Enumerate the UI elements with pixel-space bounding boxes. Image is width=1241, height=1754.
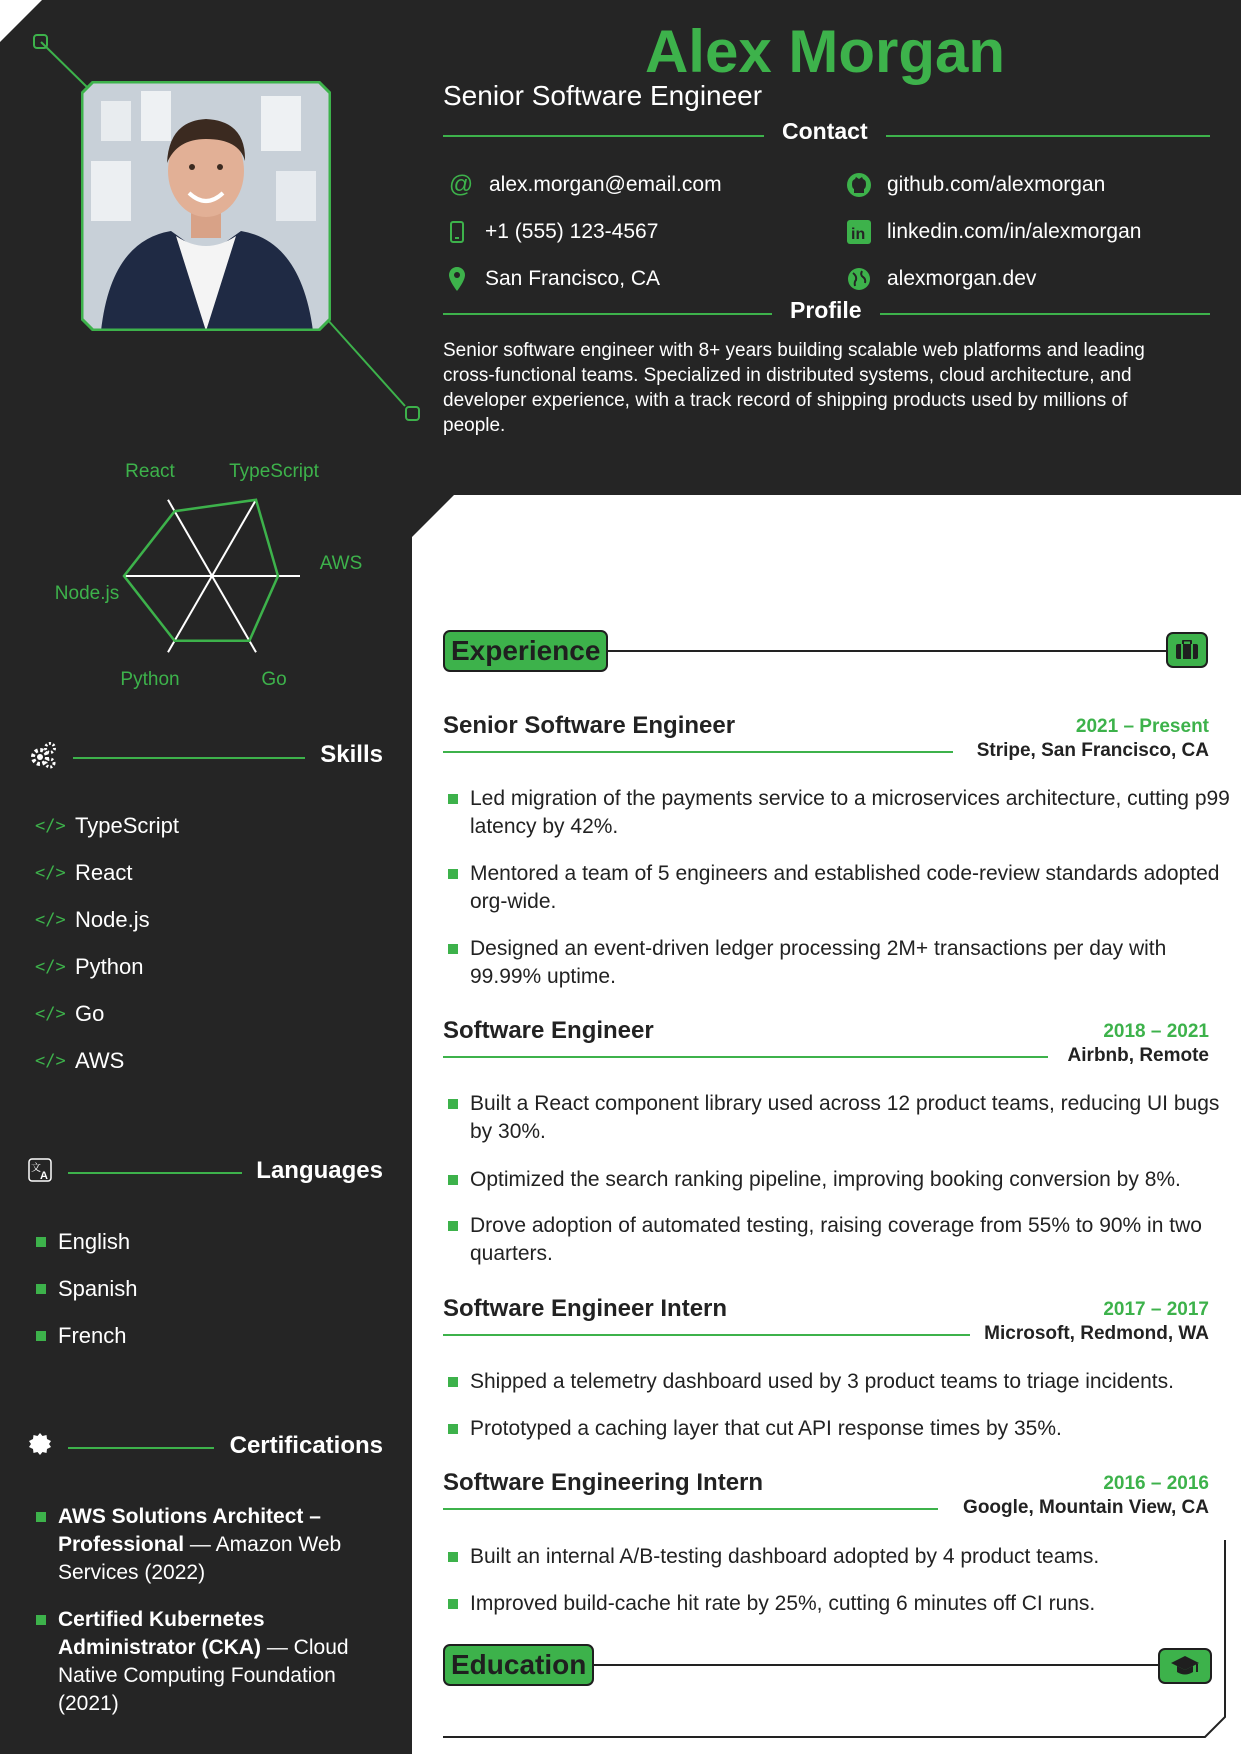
- job-company: Google, Mountain View, CA: [949, 1497, 1209, 1519]
- profile-photo: [81, 81, 331, 331]
- job-bullet: Built an internal A/B-testing dashboard adopted by 4 product teams.: [448, 1543, 1232, 1571]
- badge-icon: [28, 1432, 52, 1461]
- candidate-name: Alex Morgan: [644, 18, 1006, 85]
- language-item: Spanish: [36, 1274, 138, 1304]
- radar-series: [124, 500, 278, 641]
- education-rule: [560, 1664, 1170, 1666]
- phone-text: +1 (555) 123-4567: [485, 220, 659, 243]
- job-company: Airbnb, Remote: [1054, 1045, 1209, 1067]
- job-dates: 2017 – 2017: [1103, 1299, 1209, 1320]
- translate-icon: [28, 1158, 52, 1187]
- linkedin-icon: [845, 218, 873, 246]
- code-icon: </>: [35, 1051, 66, 1071]
- skill-item: </> TypeScript: [35, 813, 179, 838]
- skill-item: </> React: [35, 860, 133, 885]
- job-bullet: Optimized the search ranking pipeline, improving booking conversion by 8%.: [448, 1166, 1232, 1194]
- svg-text:文: 文: [31, 1163, 41, 1174]
- code-icon: </>: [35, 1004, 66, 1024]
- job-rule: [443, 751, 953, 753]
- cert-name: AWS Solutions Architect – Professional: [58, 1505, 321, 1556]
- profile-summary: Senior software engineer with 8+ years building scalable web platforms and leading cross-functional teams. Specialized in distributed systems, cloud architecture, and developer experience, with a track record of shipping products used by millions of people.: [443, 340, 1145, 436]
- skills-rule: [73, 757, 305, 759]
- phone-icon: [443, 218, 471, 246]
- job-title: Software Engineer Intern: [443, 1295, 728, 1322]
- certification-item: [36, 1606, 392, 1718]
- code-icon: </>: [35, 910, 66, 930]
- skill-item: </> Go: [35, 1001, 105, 1026]
- job-bullet: Mentored a team of 5 engineers and established code-review standards adopted org-wide.: [448, 860, 1232, 916]
- job-subtitle: Senior Software Engineer: [443, 80, 763, 111]
- job-company: Stripe, San Francisco, CA: [963, 740, 1209, 762]
- job-bullet: Drove adoption of automated testing, raising coverage from 55% to 90% in two quarters.: [448, 1212, 1232, 1268]
- skill-item: </> Python: [35, 954, 144, 979]
- github-icon: [845, 171, 873, 199]
- contact-email[interactable]: [447, 171, 722, 199]
- skill-item: </> AWS: [35, 1048, 125, 1073]
- graduation-cap-icon: [1158, 1648, 1212, 1684]
- map-pin-icon: [443, 265, 471, 293]
- contact-linkedin[interactable]: [845, 218, 1141, 246]
- radar-label: Node.js: [54, 583, 120, 605]
- job-title: Software Engineer: [443, 1017, 654, 1044]
- skills-radar-chart: [0, 440, 412, 700]
- radar-label: Go: [261, 669, 287, 691]
- radar-label: AWS: [319, 553, 363, 575]
- experience-heading: Experience: [443, 630, 608, 672]
- job-bullet: Built a React component library used across 12 product teams, reducing UI bugs by 30%.: [448, 1090, 1232, 1146]
- radar-label: Python: [120, 669, 180, 691]
- job-company: Microsoft, Redmond, WA: [970, 1323, 1209, 1345]
- job-bullet: Led migration of the payments service to a microservices architecture, cutting p99 latency by 42%.: [448, 785, 1232, 841]
- radar-label: React: [125, 461, 175, 483]
- code-icon: </>: [35, 957, 66, 977]
- linkedin-text: linkedin.com/in/alexmorgan: [887, 220, 1142, 243]
- at-icon: @: [448, 171, 474, 198]
- job-rule: [443, 1056, 1048, 1058]
- code-icon: </>: [35, 863, 66, 883]
- website-text: alexmorgan.dev: [887, 267, 1037, 290]
- education-heading: Education: [443, 1644, 594, 1686]
- job-bullet: Shipped a telemetry dashboard used by 3 product teams to triage incidents.: [448, 1368, 1232, 1396]
- certifications-rule: [68, 1447, 214, 1449]
- contact-location: [443, 265, 660, 293]
- certifications-heading: Certifications: [229, 1432, 383, 1459]
- languages-heading: Languages: [256, 1157, 383, 1184]
- cert-detail: — Amazon Web Services (2022): [58, 1533, 342, 1584]
- github-text: github.com/alexmorgan: [887, 173, 1106, 196]
- svg-text:A: A: [40, 1170, 48, 1182]
- job-rule: [443, 1334, 973, 1336]
- contact-github[interactable]: [845, 171, 1105, 199]
- languages-rule: [68, 1172, 242, 1174]
- radar-label: TypeScript: [229, 461, 319, 483]
- contact-phone[interactable]: [443, 218, 658, 246]
- contact-website[interactable]: [845, 265, 1036, 293]
- globe-icon: [845, 265, 873, 293]
- contact-heading: Contact: [764, 118, 886, 145]
- briefcase-icon: [1166, 632, 1208, 668]
- job-bullet: Designed an event-driven ledger processing 2M+ transactions per day with 99.99% uptime.: [448, 935, 1232, 991]
- code-icon: </>: [35, 816, 66, 836]
- certification-item: [36, 1503, 392, 1587]
- svg-text:in: in: [851, 226, 866, 243]
- job-rule: [443, 1508, 938, 1510]
- cert-name: Certified Kubernetes Administrator (CKA): [58, 1608, 265, 1659]
- job-bullet: Improved build-cache hit rate by 25%, cutting 6 minutes off CI runs.: [448, 1590, 1232, 1618]
- job-dates: 2016 – 2016: [1103, 1473, 1209, 1494]
- job-dates: 2018 – 2021: [1103, 1021, 1209, 1042]
- experience-rule: [560, 650, 1170, 652]
- job-dates: 2021 – Present: [1075, 716, 1209, 737]
- cert-detail: — Cloud Native Computing Foundation (2021): [58, 1636, 349, 1715]
- job-title: Software Engineering Intern: [443, 1469, 764, 1496]
- email-text: alex.morgan@email.com: [489, 173, 722, 196]
- radar-spoke: [212, 500, 256, 576]
- profile-heading: Profile: [772, 297, 880, 324]
- gears-icon: [29, 741, 57, 774]
- job-bullet: Prototyped a caching layer that cut API response times by 35%.: [448, 1415, 1232, 1443]
- job-title: Senior Software Engineer: [443, 712, 736, 739]
- language-item: French: [36, 1321, 126, 1351]
- skill-item: </> Node.js: [35, 907, 150, 932]
- location-text: San Francisco, CA: [485, 267, 661, 290]
- skills-heading: Skills: [320, 741, 383, 768]
- language-item: English: [36, 1227, 130, 1257]
